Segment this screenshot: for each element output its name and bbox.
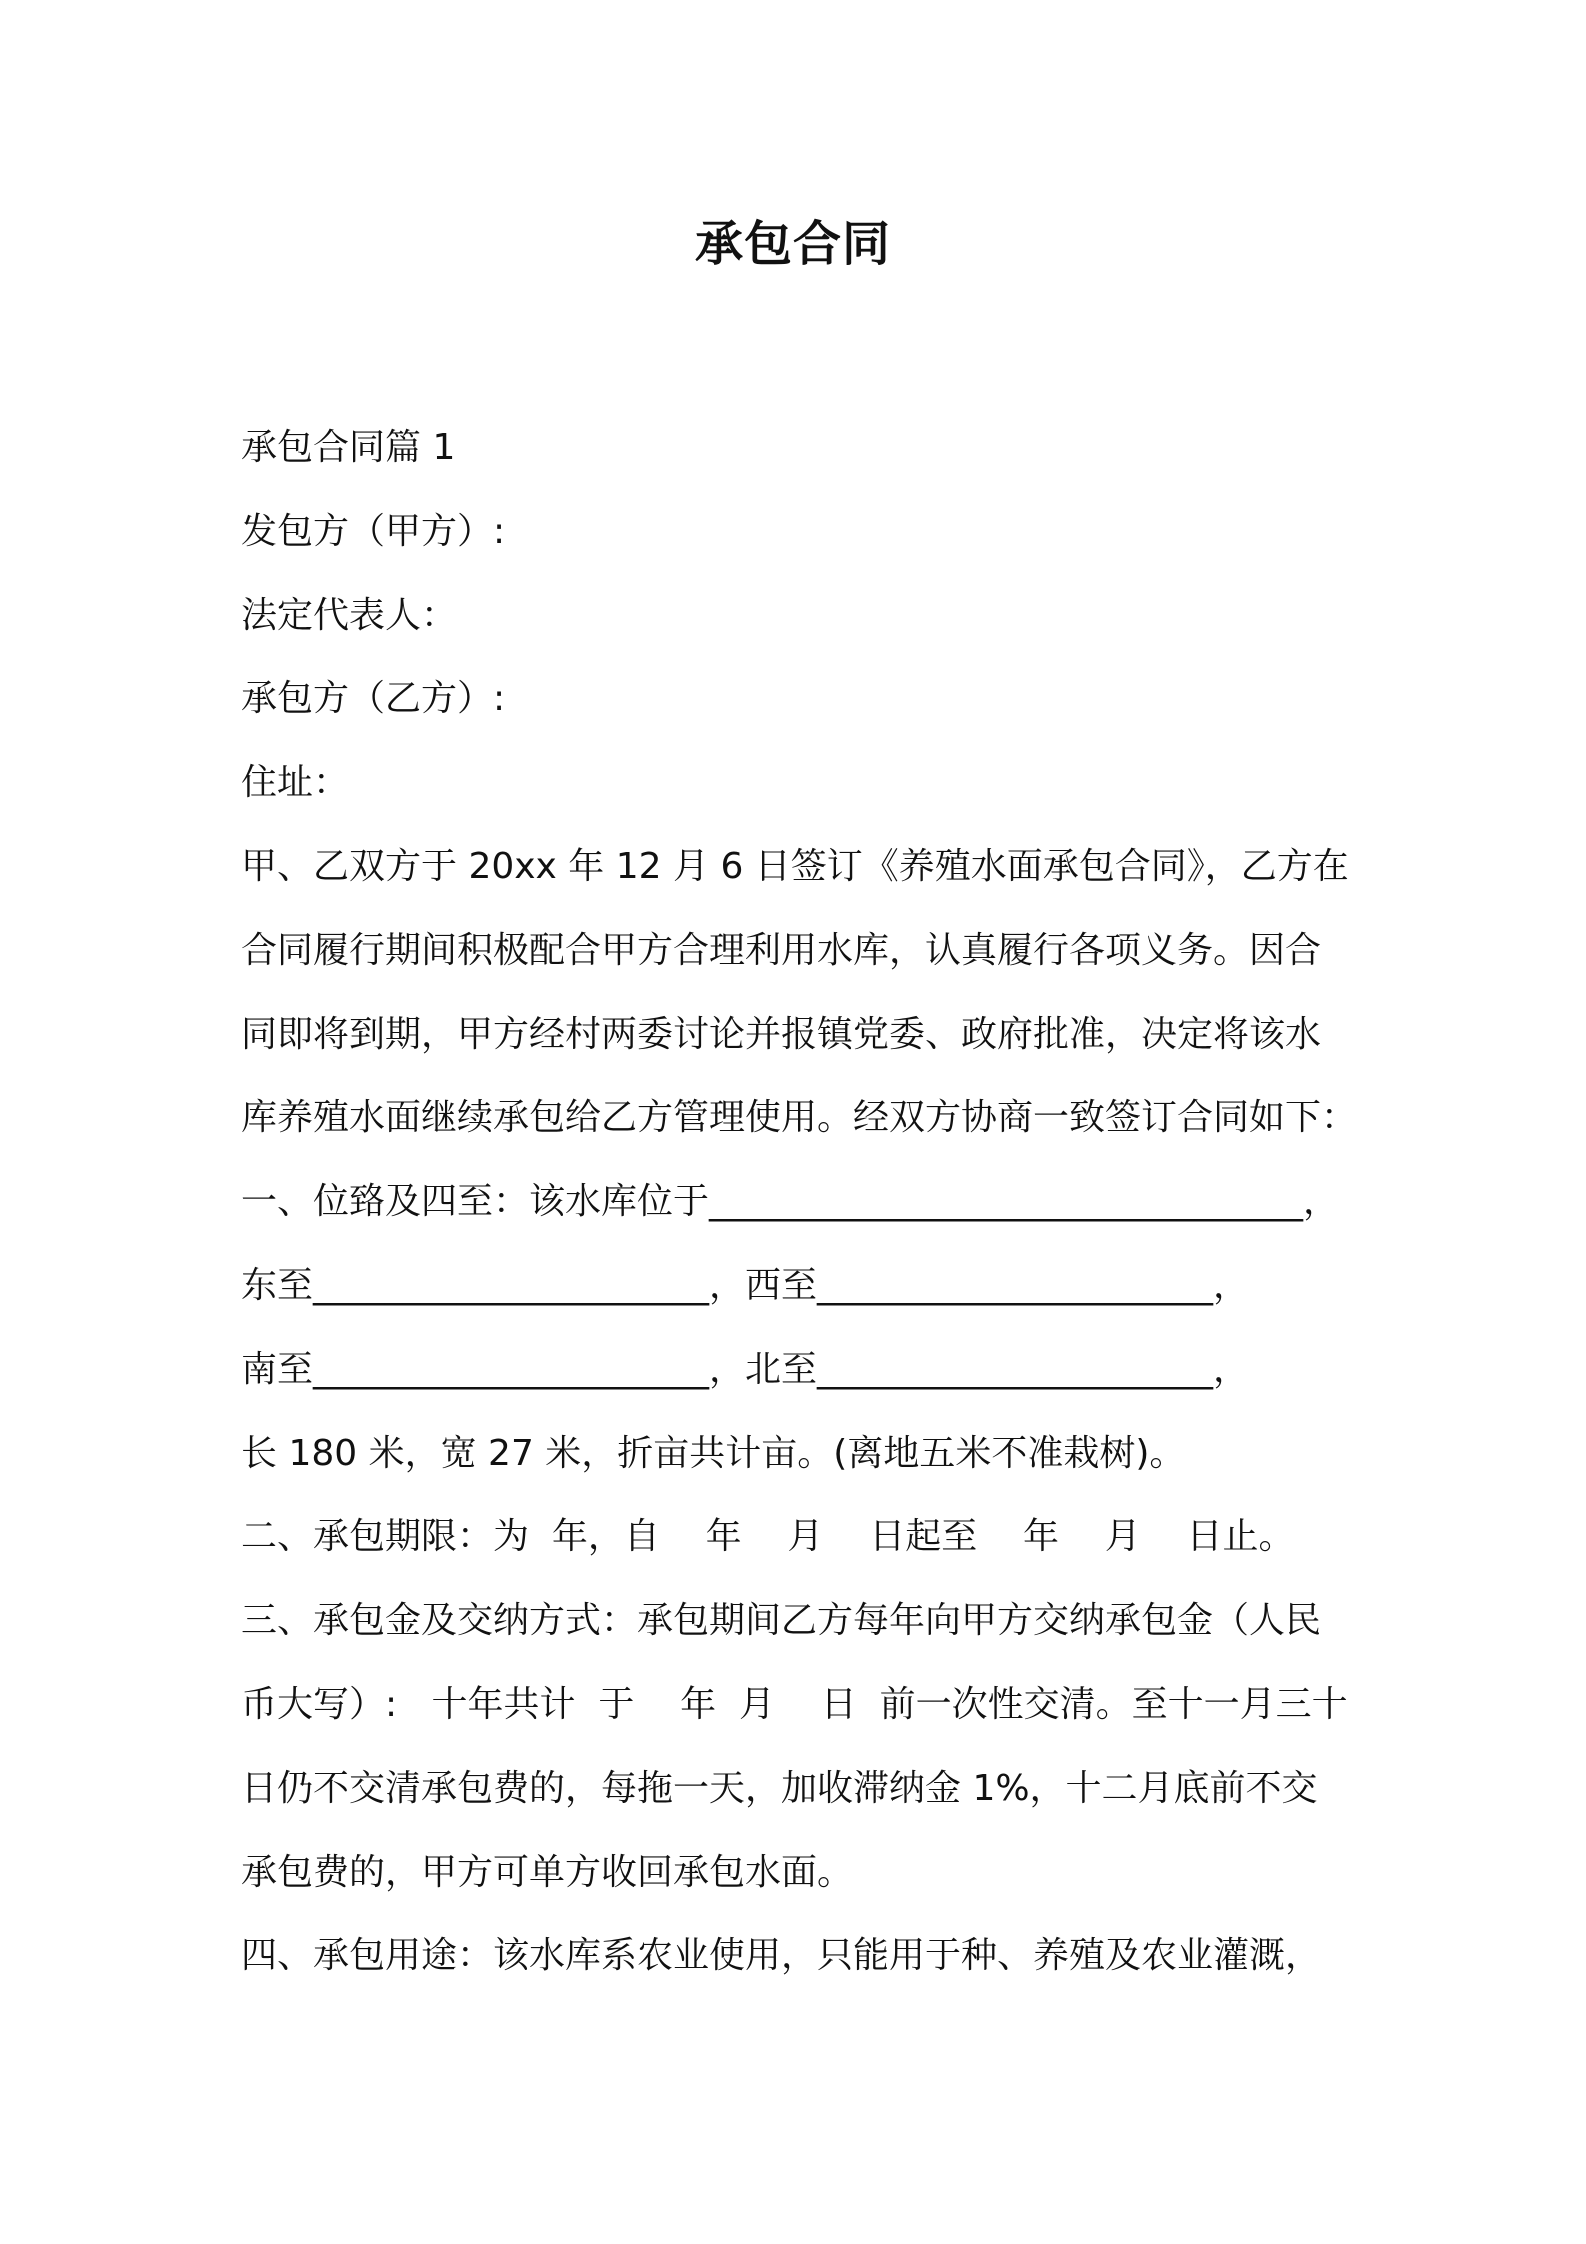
clause-usage-line: 四、承包用途：该水库系农业使用，只能用于种、养殖及农业灌溉， [241,1935,1322,1977]
clause-payment-line: 日仍不交清承包费的，每拖一天，加收滞纳金 1%，十二月底前不交 [241,1767,1318,1809]
clause-payment-line: 币大写）: 十年共计 于 年 月 日 前一次性交清。至十一月三十 [241,1683,1348,1725]
clause-location-line: 一、位臵及四至：该水库位于_________________________________， [241,1181,1340,1223]
paragraph-line: 库养殖水面继续承包给乙方管理使用。经双方协商一致签订合同如下： [241,1097,1358,1139]
paragraph-line: 同即将到期，甲方经村两委讨论并报镇党委、政府批准，决定将该水 [241,1013,1322,1055]
clause-size-line: 长 180 米，宽 27 米，折亩共计亩。(离地五米不准栽树)。 [241,1432,1186,1474]
legal-representative-line: 法定代表人： [241,594,458,636]
address-line: 住址： [241,762,350,804]
clause-south-north-line: 南至______________________，北至______________________， [241,1348,1250,1390]
party-a-line: 发包方（甲方）: [241,510,506,552]
document-title: 承包合同 [694,216,891,272]
clause-payment-line: 三、承包金及交纳方式：承包期间乙方每年向甲方交纳承包金（人民 [241,1600,1322,1642]
clause-east-west-line: 东至______________________，西至______________________， [241,1264,1250,1306]
section-heading: 承包合同篇 1 [241,427,456,468]
paragraph-line: 合同履行期间积极配合甲方合理利用水库，认真履行各项义务。因合 [241,929,1322,971]
party-b-line: 承包方（乙方）: [241,678,506,720]
clause-payment-line: 承包费的，甲方可单方收回承包水面。 [241,1851,854,1893]
document-body [241,406,1361,1998]
clause-term-line: 二、承包期限：为 年，自 年 月 日起至 年 月 日止。 [241,1516,1295,1558]
paragraph-line: 甲、乙双方于 20xx 年 12 月 6 日签订《养殖水面承包合同》，乙方在 [241,845,1349,887]
